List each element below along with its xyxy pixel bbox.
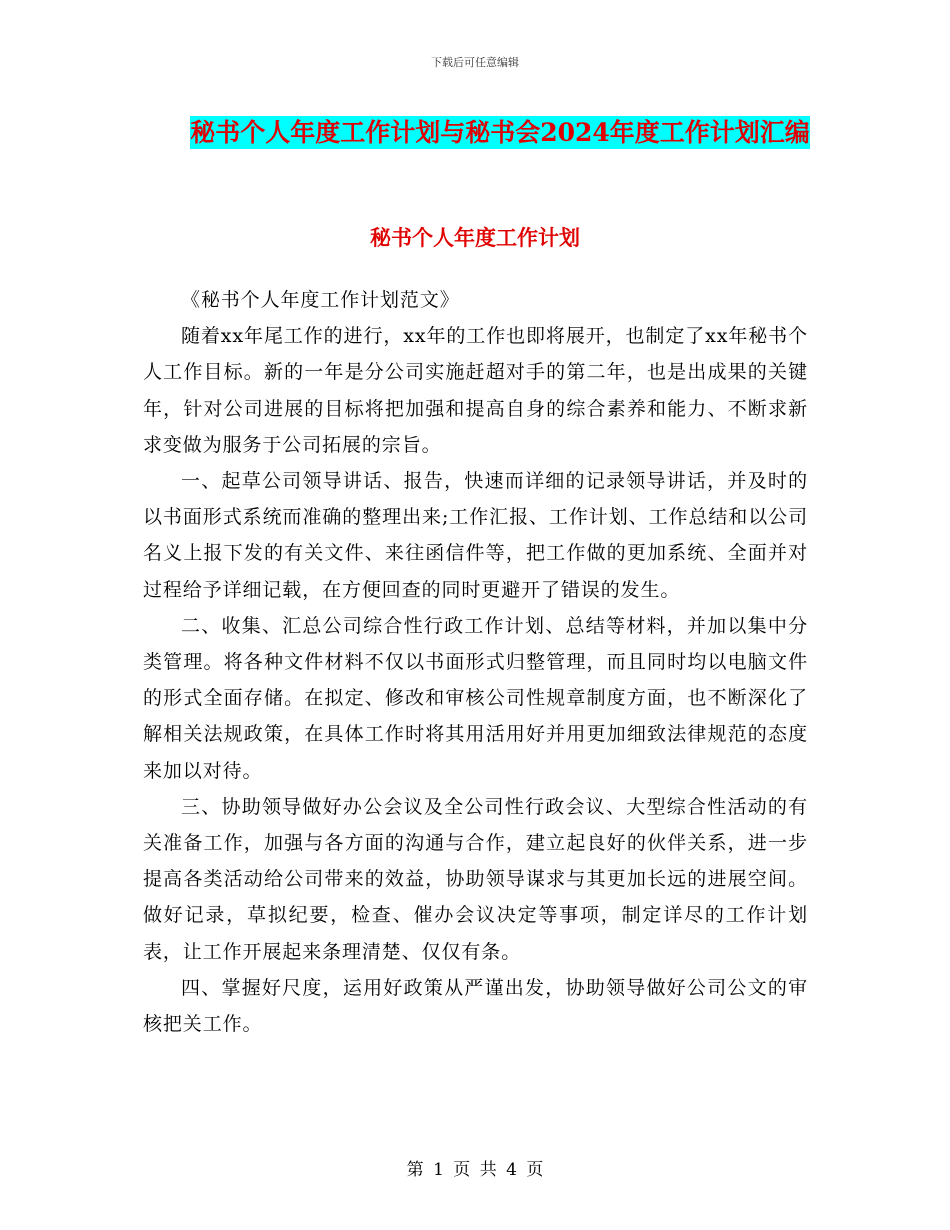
document-title: [180, 110, 820, 156]
paragraph: 四、掌握好尺度，运用好政策从严谨出发，协助领导做好公司公文的审核把关工作。: [143, 976, 808, 1036]
page-footer: 第 1 页 共 4 页: [406, 1160, 544, 1180]
paragraph: 一、起草公司领导讲话、报告，快速而详细的记录领导讲话，并及时的以书面形式系统而准确的整理出来;工作汇报、工作计划、工作总结和以公司名义上报下发的有关文件、来往函信件等，把工作做的更加系统、全面并对过程给予详细记载，在方便回查的同时更避开了错误的发生。: [143, 470, 808, 601]
paragraph: 随着xx年尾工作的进行，xx年的工作也即将展开，也制定了xx年秘书个人工作目标。新的一年是分公司实施赶超对手的第二年，也是出成果的关键年，针对公司进展的目标将把加强和提高自身的综合素养和能力、不断求新求变做为服务于公司拓展的宗旨。: [143, 325, 808, 456]
paragraph: 《秘书个人年度工作计划范文》: [181, 289, 460, 311]
paragraph: 二、收集、汇总公司综合性行政工作计划、总结等材料，并加以集中分类管理。将各种文件材料不仅以书面形式归整管理，而且同时均以电脑文件的形式全面存储。在拟定、修改和审核公司性规章制度方面，也不断深化了解相关法规政策，在具体工作时将其用活用好并用更加细致法律规范的态度来加以对待。: [143, 614, 808, 782]
paragraph: 三、协助领导做好办公会议及全公司性行政会议、大型综合性活动的有关准备工作，加强与各方面的沟通与合作，建立起良好的伙伴关系，进一步提高各类活动给公司带来的效益，协助领导谋求与其更加长远的进展空间。做好记录，草拟纪要，检查、催办会议决定等事项，制定详尽的工作计划表，让工作开展起来条理清楚、仅仅有条。: [143, 795, 808, 963]
header-note: 下载后可任意编辑: [431, 56, 519, 69]
document-title-text: 秘书个人年度工作计划与秘书会2024年度工作计划汇编: [190, 118, 810, 147]
section-title: 秘书个人年度工作计划: [370, 225, 580, 250]
document-body: [143, 282, 808, 1042]
